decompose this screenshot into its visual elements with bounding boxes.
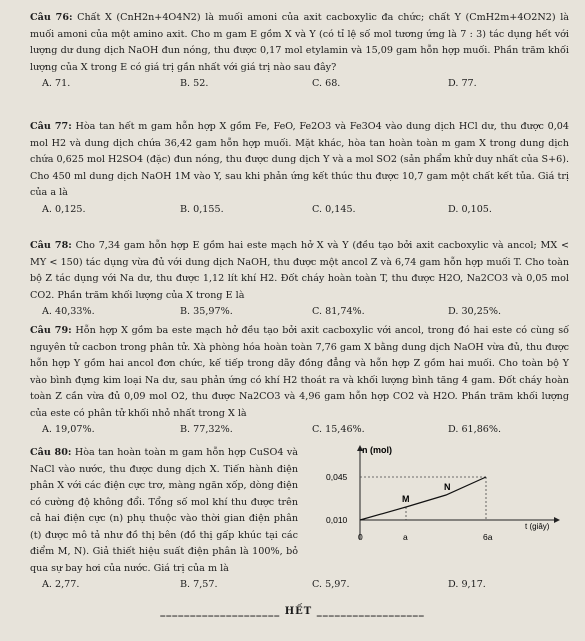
x-tick-label: 6a [483,532,493,542]
answer-b[interactable]: B. 0,155. [180,203,224,215]
answer-d[interactable]: D. 77. [448,78,477,89]
question-number: Câu 76: [30,12,73,23]
answer-d[interactable]: D. 0,105. [448,203,492,215]
footer-text: HẾT [284,606,313,617]
answer-b[interactable]: B. 7,57. [180,579,218,590]
answer-b[interactable]: B. 77,32%. [180,424,233,435]
answer-a[interactable]: A. 71. [42,78,71,89]
x-axis-label: t (giây) [525,522,550,531]
answer-c[interactable]: C. 68. [312,78,341,89]
question-text: Hỗn hợp X gồm ba este mạch hở đều tạo bởi axit cacboxylic với ancol, trong đó hai este có cùng số nguyên tử cacbon trong phân tử. Xà phòng hóa hoàn toàn 7,76 gam X bằng dung dịch NaOH vừa đủ, thu được hỗn hợp Y gồm hai ancol đơn chức, kế tiếp trong dãy đồng đẳng và hỗn hợp Z gồm hai muối. Cho toàn bộ Y vào bình đựng kim loại Na dư, sau phản ứng có khí H2 thoát ra và khối lượng bình tăng 4 gam. Đốt cháy hoàn toàn Z cần vừa đủ 0,09 mol O2, thu được Na2CO3 và 4,96 gam hỗn hợp CO2 và H2O. Phần trăm khối lượng của este có phân tử khối nhỏ nhất trong X là [30,325,569,419]
point-n-label: N [444,482,451,492]
question-78 [30,238,569,320]
point-m-label: M [402,494,410,504]
answer-b[interactable]: B. 35,97%. [180,306,233,317]
footer-rule-right: __________________ [316,606,425,617]
question-number: Câu 80: [30,447,72,458]
question-text: Cho 7,34 gam hỗn hợp E gồm hai este mạch hở X và Y (đều tạo bởi axit cacboxylic và ancol; MX < MY < 150) tác dụng vừa đủ với dung dịch NaOH, thu được một ancol Z và 6,74 gam hỗn hợp muối T. Cho toàn bộ Z tác dụng với Na dư, thu được 1,12 lít khí H2. Đốt cháy hoàn toàn T, thu được H2O, Na2CO3 và 0,05 mol CO2. Phần trăm khối lượng của X trong E là [30,240,569,301]
answer-row [30,577,569,593]
answer-c[interactable]: C. 0,145. [312,203,356,215]
answer-row [30,304,569,320]
x-tick-label: 0 [358,532,363,542]
question-76 [30,10,569,92]
question-text: Hòa tan hết m gam hỗn hợp X gồm Fe, FeO, Fe2O3 và Fe3O4 vào dung dịch HCl dư, thu được 0,04 mol H2 và dung dịch chứa 36,42 gam hỗn hợp muối. Mặt khác, hòa tan hoàn toàn m gam X trong dung dịch chứa 0,625 mol H2SO4 (đặc) đun nóng, thu được dung dịch Y và a mol SO2 (sản phẩm khử duy nhất của S+6). Cho 450 ml dung dịch NaOH 1M vào Y, sau khi phản ứng kết thúc thu được 10,7 gam một chất kết tủa. Giá trị của a là [30,121,570,198]
question-number: Câu 78: [30,240,72,251]
x-tick-label: a [403,532,408,542]
answer-a[interactable]: A. 2,77. [42,579,80,590]
answer-c[interactable]: C. 81,74%. [312,306,365,317]
y-tick-label: 0,010 [326,515,348,525]
answer-row [30,76,569,92]
answer-b[interactable]: B. 52. [180,78,209,89]
answer-c[interactable]: C. 5,97. [312,579,350,590]
answer-d[interactable]: D. 61,86%. [448,424,502,435]
question-text: Hòa tan hoàn toàn m gam hỗn hợp CuSO4 và NaCl vào nước, thu được dung dịch X. Tiến hành điện phân X với các điện cực trơ, màng ngăn xốp, dòng điện có cường độ không đổi. Tổng số mol khí thu được trên cả hai điện cực (n) phụ thuộc vào thời gian điện phân (t) được mô tả như đồ thị bên (đồ thị gấp khúc tại các điểm M, N). Giả thiết hiệu suất điện phân là 100%, bỏ qua sự bay hơi của nước. Giá trị của m là [30,447,298,574]
answer-c[interactable]: C. 15,46%. [312,424,365,435]
question-text: Chất X (CnH2n+4O4N2) là muối amoni của axit cacboxylic đa chức; chất Y (CmH2m+4O2N2) là muối amoni của một amino axit. Cho m gam E gồm X và Y (có tỉ lệ số mol tương ứng là 7 : 3) tác dụng hết với lượng dư dung dịch NaOH đun nóng, thu được 0,17 mol etylamin và 15,09 gam hỗn hợp muối. Phần trăm khối lượng của X trong E có giá trị gần nhất với giá trị nào sau đây? [30,12,569,73]
x-axis-arrow [554,517,560,523]
footer-rule-left: ____________________ [160,606,281,617]
answer-a[interactable]: A. 19,07%. [42,424,95,435]
question-79 [30,323,569,438]
electrolysis-graph [320,443,570,543]
answer-d[interactable]: D. 9,17. [448,579,486,590]
answer-row [30,422,569,438]
y-axis-label: n (mol) [362,445,392,455]
answer-row [30,202,569,218]
footer-end-marker [0,606,585,617]
answer-a[interactable]: A. 0,125. [42,203,86,215]
answer-d[interactable]: D. 30,25%. [448,306,502,317]
answer-a[interactable]: A. 40,33%. [42,306,95,317]
gas-curve [360,477,486,520]
question-77 [30,119,569,218]
question-number: Câu 77: [30,121,72,132]
y-tick-label: 0,045 [326,472,348,482]
question-number: Câu 79: [30,325,72,336]
